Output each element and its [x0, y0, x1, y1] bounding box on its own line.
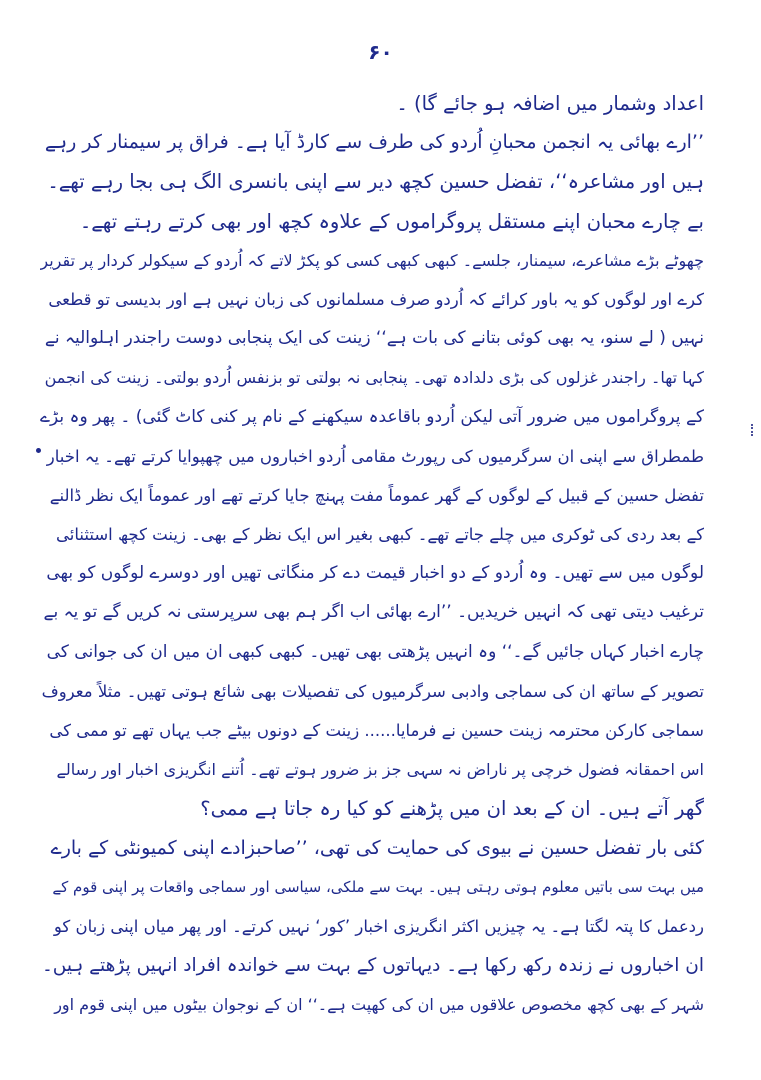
text-line: طمطراق سے اپنی ان سرگرمیوں کی رپورٹ مقامی اُردو اخباروں میں چھپوایا کرتے تھے۔ یہ اخبار	[46, 446, 704, 466]
text-line: شہر کے بھی کچھ مخصوص علاقوں میں ان کی کھپت ہے۔‘‘ ان کے نوجوان بیٹوں میں اپنی قوم اور	[54, 995, 704, 1015]
text-line: تفضل حسین کے قبیل کے لوگوں کے گھر عموماً مفت پہنچ جایا کرتے تھے اور عموماً ایک نظر ڈالنے	[49, 485, 704, 505]
text-line: چارے اخبار کہاں جائیں گے۔‘‘ وہ انہیں پڑھتی بھی تھیں۔ کبھی کبھی ان میں ان کی جوانی کی	[46, 641, 704, 662]
text-line: گھر آتے ہیں۔ ان کے بعد ان میں پڑھنے کو کیا رہ جاتا ہے ممی؟	[200, 797, 704, 821]
text-line: ’’ارے بھائی یہ انجمن محبانِ اُردو کی طرف سے کارڈ آیا ہے۔ فراق پر سیمنار کر رہے	[44, 131, 704, 154]
text-line: اعداد وشمار میں اضافہ ہو جائے گا) ۔	[396, 92, 704, 115]
text-line: کئی بار تفضل حسین نے بیوی کی حمایت کی تھی، ’’صاحبزادے اپنی کمیونٹی کے بارے	[50, 836, 704, 859]
text-line: کہا تھا۔ راجندر غزلوں کی بڑی دلدادہ تھی۔ پنجابی نہ بولتی تو بزنفس اُردو بولتی۔ زینت کی انجمن	[44, 368, 704, 388]
text-line: سماجی کارکن محترمہ زینت حسین نے فرمایا...... زینت کے دونوں بیٹے جب یہاں تھے تو ممی کی	[49, 721, 704, 740]
text-line: ہیں اور مشاعرہ‘‘، تفضل حسین کچھ دیر سے اپنی بانسری الگ ہی بجا رہے تھے۔	[47, 170, 704, 194]
margin-dot	[36, 448, 41, 453]
text-line: ترغیب دیتی تھی کہ انہیں خریدیں۔ ’’ارے بھائی اب اگر ہم بھی سرپرستی نہ کریں گے تو یہ بے	[43, 602, 704, 623]
text-line: کے پروگراموں میں ضرور آتی لیکن اُردو باقاعدہ سیکھنے کے نام پر کنی کاٹ گئی) ۔ پھر وہ بڑے	[40, 406, 704, 427]
body-text	[40, 84, 704, 1025]
text-line: ان اخباروں نے زندہ رکھ رکھا ہے۔ دیہاتوں کے بہت سے خواندہ افراد انہیں پڑھتے ہیں۔	[41, 955, 704, 977]
text-line: ردعمل کا پتہ لگتا ہے۔ یہ چیزیں اکثر انگریزی اخبار ’کور‘ نہیں کرتے۔ اور پھر میاں اپنی زبان کو	[53, 916, 704, 936]
edge-mark	[751, 424, 757, 436]
text-line: کے بعد ردی کی ٹوکری میں چلے جاتے تھے۔ کبھی بغیر اس ایک نظر کے بھی۔ زینت کچھ استثنائی	[56, 525, 704, 545]
page-number: ۶۰	[368, 40, 393, 64]
text-line: اس احمقانہ فضول خرچی پر ناراض نہ سہی جز بز ضرور ہوتے تھے۔ اُتنے انگریزی اخبار اور رسالے	[56, 760, 704, 780]
text-line: میں بہت سی باتیں معلوم ہوتی رہتی ہیں۔ بہت سے ملکی، سیاسی اور سماجی واقعات پر اپنی قوم کے	[52, 877, 704, 896]
text-line: کرے اور لوگوں کو یہ باور کرائے کہ اُردو صرف مسلمانوں کی زبان نہیں ہے اور بدیسی تو قطعی	[48, 289, 704, 309]
text-line: لوگوں میں سے تھیں۔ وہ اُردو کے دو اخبار قیمت دے کر منگاتی تھیں اور دوسرے لوگوں کو بھی	[46, 563, 704, 584]
text-line: بے چارے محبان اپنے مستقل پروگراموں کے علاوہ کچھ اور بھی کرتے رہتے تھے۔	[79, 209, 704, 233]
text-line: تصویر کے ساتھ ان کی سماجی وادبی سرگرمیوں کی تفصیلات بھی شائع ہوتی تھیں۔ مثلاً معروف	[41, 681, 704, 701]
text-line: نہیں ( لے سنو، یہ بھی کوئی بتانے کی بات ہے‘‘ زینت کی ایک پنجابی دوست راجندر اہلوالیہ نے	[44, 328, 704, 349]
text-line: چھوٹے بڑے مشاعرے، سیمنار، جلسے۔ کبھی کبھی کسی کو پکڑ لاتے کہ اُردو کے سیکولر کردار پر تقریر	[40, 250, 704, 270]
